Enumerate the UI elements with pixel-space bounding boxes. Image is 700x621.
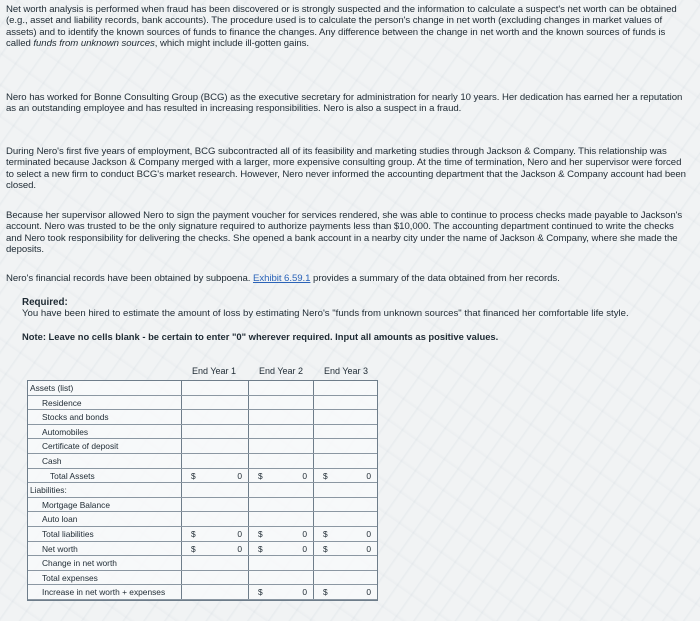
amount-input[interactable] xyxy=(250,396,311,411)
amount-input[interactable] xyxy=(250,425,311,440)
amount-input[interactable] xyxy=(315,454,375,469)
computed-total: 0 xyxy=(366,529,371,539)
table-row xyxy=(28,454,377,469)
computed-total: 0 xyxy=(302,470,307,481)
row-label: Residence xyxy=(42,397,82,408)
records-text: Nero's financial records have been obtained by subpoena. xyxy=(6,273,253,284)
dollar-sign: $ xyxy=(323,529,328,539)
computed-total: 0 xyxy=(237,529,242,539)
table-row xyxy=(28,585,377,600)
amount-input[interactable] xyxy=(250,483,311,498)
row-label: Change in net worth xyxy=(42,558,117,569)
intro-text: Net worth analysis is performed when fraud has been discovered or is strongly suspected and the information to calculate a suspect's net worth can be obtained (e.g., asset and liability records, bank accounts). The procedure used is to calculate the person's change in net worth (excluding changes in market values of assets) and to identify the known sources of funds to finance the changes. Any difference between the change in net worth and the known sources of funds is called xyxy=(6,4,677,50)
table-row xyxy=(28,439,377,454)
records-text-end: provides a summary of the data obtained from her records. xyxy=(310,273,560,284)
row-label: Net worth xyxy=(42,543,78,554)
amount-input[interactable] xyxy=(315,556,375,571)
row-label: Certificate of deposit xyxy=(42,441,119,452)
dollar-sign: $ xyxy=(258,470,263,481)
table-row xyxy=(28,556,377,571)
table-row xyxy=(28,512,377,527)
amount-input[interactable] xyxy=(315,425,375,440)
amount-input[interactable] xyxy=(183,410,246,425)
amount-input[interactable] xyxy=(183,454,246,469)
computed-total: 0 xyxy=(237,543,242,554)
computed-total: 0 xyxy=(302,529,307,539)
intro-text-end: , which might include ill-gotten gains. xyxy=(154,38,310,50)
amount-input[interactable] xyxy=(250,410,311,425)
computed-total: 0 xyxy=(366,470,371,481)
row-label: Stocks and bonds xyxy=(42,412,109,423)
computed-total: 0 xyxy=(237,470,242,481)
amount-input[interactable] xyxy=(183,381,246,396)
amount-input[interactable] xyxy=(250,498,311,513)
required-text: You have been hired to estimate the amount of loss by estimating Nero's "funds from unknown sources" that financed her comfortable life style. xyxy=(22,308,629,319)
amount-input[interactable] xyxy=(315,483,375,498)
amount-input[interactable] xyxy=(183,512,246,527)
amount-input[interactable] xyxy=(315,512,375,527)
dollar-sign: $ xyxy=(323,470,328,481)
row-label: Total expenses xyxy=(42,572,98,583)
row-label: Mortgage Balance xyxy=(42,499,110,510)
row-label: Liabilities: xyxy=(30,485,67,496)
dollar-sign: $ xyxy=(258,587,263,598)
amount-input[interactable] xyxy=(250,556,311,571)
nero-background-paragraph: Nero has worked for Bonne Consulting Group (BCG) as the executive secretary for administration for nearly 10 years. Her dedication has earned her a reputation as an outstanding employee and has resulted in increasing responsibilities. Nero is also a suspect in a fraud. xyxy=(6,92,683,115)
required-note: Note: Leave no cells blank - be certain to enter "0" wherever required. Input all amounts as positive values. xyxy=(22,331,499,342)
amount-input[interactable] xyxy=(315,381,375,396)
amount-input[interactable] xyxy=(183,483,246,498)
header-end-year-2: End Year 2 xyxy=(258,366,304,376)
table-row xyxy=(28,410,377,425)
table-row xyxy=(28,498,377,513)
net-worth-table xyxy=(27,366,378,601)
dollar-sign: $ xyxy=(258,543,263,554)
row-label: Assets (list) xyxy=(30,383,74,393)
computed-total: 0 xyxy=(302,543,307,554)
records-paragraph xyxy=(6,273,688,284)
dollar-sign: $ xyxy=(191,470,196,481)
table-grid xyxy=(27,380,378,601)
table-row xyxy=(28,542,377,557)
amount-input[interactable] xyxy=(250,512,311,527)
row-label: Automobiles xyxy=(42,426,89,437)
dollar-sign: $ xyxy=(323,543,328,554)
amount-input[interactable] xyxy=(315,396,375,411)
header-end-year-1: End Year 1 xyxy=(191,366,237,376)
computed-total: 0 xyxy=(366,587,371,598)
table-row xyxy=(28,527,377,542)
exhibit-link[interactable]: Exhibit 6.59.1 xyxy=(253,273,311,284)
table-row xyxy=(28,483,377,498)
amount-input[interactable] xyxy=(315,498,375,513)
intro-italic-term: funds from unknown sources xyxy=(33,38,155,50)
row-label: Total liabilities xyxy=(42,529,94,539)
amount-input[interactable] xyxy=(183,556,246,571)
dollar-sign: $ xyxy=(258,529,263,539)
table-row xyxy=(28,381,377,396)
dollar-sign: $ xyxy=(191,543,196,554)
header-end-year-3: End Year 3 xyxy=(323,366,369,376)
amount-input[interactable] xyxy=(315,439,375,454)
supervisor-paragraph: Because her supervisor allowed Nero to sign the payment voucher for services rendered, she was able to continue to process checks made payable to Jackson's account. Nero was trusted to be the only signature required to authorize payments less than $10,000. The accounting department continued to write the checks and Nero took responsibility for delivering the checks. She opened a bank account in a nearby city under the name of Jackson & Company, where she made the deposits. xyxy=(6,210,683,256)
amount-input[interactable] xyxy=(183,439,246,454)
amount-input[interactable] xyxy=(250,571,311,586)
table-row xyxy=(28,425,377,440)
row-label: Auto loan xyxy=(42,514,78,525)
amount-input[interactable] xyxy=(183,396,246,411)
computed-total: 0 xyxy=(366,543,371,554)
amount-input[interactable] xyxy=(315,571,375,586)
amount-input[interactable] xyxy=(183,425,246,440)
row-label: Increase in net worth + expenses xyxy=(42,587,166,598)
table-row xyxy=(28,571,377,586)
table-row xyxy=(28,396,377,411)
amount-input[interactable] xyxy=(250,381,311,396)
row-label: Total Assets xyxy=(50,470,95,481)
employment-paragraph: During Nero's first five years of employment, BCG subcontracted all of its feasibility and marketing studies through Jackson & Company. This relationship was terminated because Jackson & Company merged with a larger, more expensive consulting group. At the time of termination, Nero and her supervisor were forced to select a new firm to conduct BCG's market research. However, Nero never informed the accounting department that the Jackson & Company account had been closed. xyxy=(6,146,686,192)
table-row xyxy=(28,469,377,484)
computed-total: 0 xyxy=(302,587,307,598)
amount-input[interactable] xyxy=(183,498,246,513)
required-heading: Required: xyxy=(22,297,68,308)
dollar-sign: $ xyxy=(191,529,196,539)
intro-paragraph xyxy=(6,4,688,50)
amount-input[interactable] xyxy=(315,410,375,425)
amount-input[interactable] xyxy=(250,439,311,454)
amount-input[interactable] xyxy=(250,454,311,469)
amount-input[interactable] xyxy=(183,571,246,586)
row-label: Cash xyxy=(42,456,62,466)
dollar-sign: $ xyxy=(323,587,328,598)
